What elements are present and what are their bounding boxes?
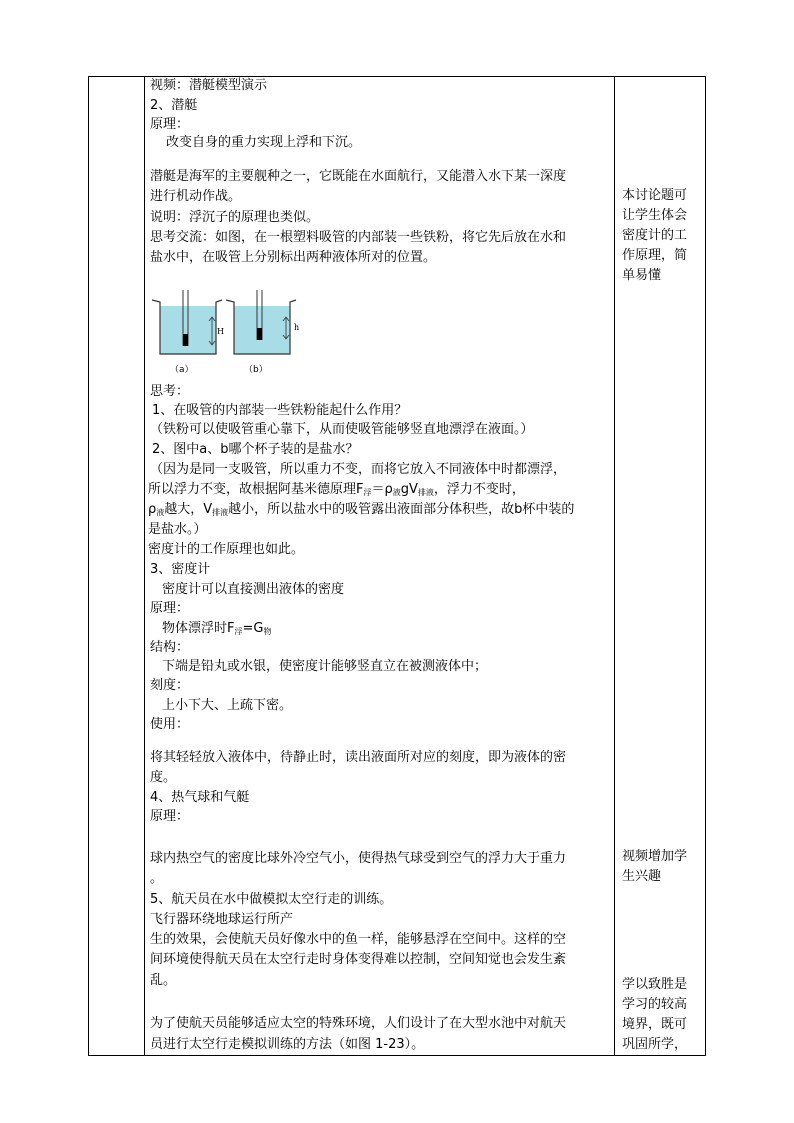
formula-text: gV bbox=[400, 482, 418, 497]
side-note-line: 生兴趣 bbox=[622, 869, 662, 884]
formula-text: 物体漂浮时F bbox=[162, 621, 235, 636]
text-line: 密度计的工作原理也如此。 bbox=[148, 542, 305, 557]
answer-2: （因为是同一支吸管，所以重力不变，而将它放入不同液体中时都漂浮， bbox=[150, 462, 567, 477]
subscript: 液 bbox=[156, 508, 165, 517]
side-note-line: 学习的较高 bbox=[622, 997, 688, 1012]
subscript: 排液 bbox=[417, 488, 434, 497]
section-heading: 2、潜艇 bbox=[150, 98, 198, 113]
text-line: 飞行器环绕地球运行所产 bbox=[150, 912, 294, 927]
caption-b: （b） bbox=[244, 365, 268, 375]
text-line: 生的效果，会使航天员好像水中的鱼一样，能够悬浮在空间中。这样的空 bbox=[150, 932, 567, 947]
side-note-3 bbox=[622, 975, 702, 1055]
formula-text: 越小，所以盐水中的吸管露出液面部分体积些，故b杯中装的 bbox=[228, 502, 575, 517]
side-note-line: 境界，既可 bbox=[622, 1017, 688, 1032]
text-line: 进行机动作战。 bbox=[150, 189, 242, 204]
side-note-line: 单易懂 bbox=[622, 268, 662, 283]
side-note-line: 密度计的工 bbox=[622, 228, 688, 243]
question-1: 1、在吸管的内部装一些铁粉能起什么作用？ bbox=[152, 403, 408, 418]
formula-text: 所以浮力不变，故根据阿基米德原理F bbox=[148, 482, 364, 497]
text-line: 。 bbox=[150, 871, 164, 886]
formula-line bbox=[148, 481, 525, 502]
side-note-line: 让学生体会 bbox=[622, 208, 688, 223]
subscript: 物 bbox=[263, 627, 272, 636]
beaker-figure bbox=[150, 290, 310, 380]
table-right-border bbox=[705, 76, 706, 1056]
text-line: 盐水中，在吸管上分别标出两种液体所对的位置。 bbox=[150, 250, 437, 265]
text-line: 视频：潜艇模型演示 bbox=[150, 78, 268, 93]
subscript: 液 bbox=[392, 488, 401, 497]
formula-text: ，浮力不变时， bbox=[433, 482, 525, 497]
text-line: 乱。 bbox=[150, 973, 177, 988]
text-line: 结构： bbox=[150, 640, 190, 655]
formula-line bbox=[148, 501, 574, 522]
formula-text: =G bbox=[242, 621, 264, 636]
text-line: 原理： bbox=[150, 809, 190, 824]
formula-text: 越大，V bbox=[164, 502, 213, 517]
text-line: 是盐水。） bbox=[148, 522, 207, 537]
height-label-h: h bbox=[294, 323, 300, 332]
section-heading: 3、密度计 bbox=[150, 562, 211, 577]
text-line: 原理： bbox=[150, 117, 190, 132]
height-label-H: H bbox=[217, 327, 224, 336]
text-line: 将其轻轻放入液体中，待静止时，读出液面所对应的刻度，即为液体的密 bbox=[150, 750, 567, 765]
text-line: 思考： bbox=[150, 384, 190, 399]
question-2: 2、图中a、b哪个杯子装的是盐水？ bbox=[152, 442, 359, 457]
answer-1: （铁粉可以使吸管重心靠下，从而使吸管能够竖直地漂浮在液面。） bbox=[150, 422, 534, 437]
text-line: 使用： bbox=[150, 717, 190, 732]
text-line: 度。 bbox=[150, 770, 177, 785]
beaker-b bbox=[226, 290, 296, 354]
text-line: 密度计可以直接测出液体的密度 bbox=[162, 582, 345, 597]
formula-line bbox=[162, 620, 271, 641]
side-note-line: 作原理，简 bbox=[622, 248, 688, 263]
text-line: 球内热空气的密度比球外冷空气小，使得热气球受到空气的浮力大于重力 bbox=[150, 851, 567, 866]
text-line: 潜艇是海军的主要舰种之一，它既能在水面航行，又能潜入水下某一深度 bbox=[150, 169, 567, 184]
table-left-border bbox=[88, 76, 89, 1056]
text-line: 为了使航天员能够适应太空的特殊环境，人们设计了在大型水池中对航天 bbox=[150, 1016, 567, 1031]
caption-a: （a） bbox=[170, 365, 194, 375]
side-note-line: 学以致胜是 bbox=[622, 977, 688, 992]
text-line: 原理： bbox=[150, 601, 190, 616]
section-heading: 4、热气球和气艇 bbox=[150, 790, 250, 805]
side-note-line: 巩固所学， bbox=[622, 1037, 688, 1052]
beaker-a bbox=[152, 290, 222, 354]
side-note-2 bbox=[622, 847, 702, 887]
text-line: 刻度： bbox=[150, 678, 190, 693]
formula-text: ＝ρ bbox=[371, 482, 393, 497]
text-line: 间环境使得航天员在太空行走时身体变得难以控制，空间知觉也会发生紊 bbox=[150, 952, 567, 967]
table-divider-2 bbox=[614, 76, 615, 1056]
subscript: 浮 bbox=[363, 488, 372, 497]
side-note-1 bbox=[622, 186, 702, 286]
text-line: 说明：浮沉子的原理也类似。 bbox=[150, 210, 320, 225]
side-note-line: 本讨论题可 bbox=[622, 188, 688, 203]
text-line: 下端是铅丸或水银，使密度计能够竖直立在被测液体中； bbox=[162, 659, 488, 674]
subscript: 排液 bbox=[212, 508, 229, 517]
text-line: 改变自身的重力实现上浮和下沉。 bbox=[166, 135, 362, 150]
table-divider-1 bbox=[144, 76, 145, 1056]
text-line: 上小下大、上疏下密。 bbox=[162, 698, 293, 713]
text-line: 思考交流：如图，在一根塑料吸管的内部装一些铁粉，将它先后放在水和 bbox=[150, 230, 567, 245]
section-heading: 5、航天员在水中做模拟太空行走的训练。 bbox=[150, 892, 393, 907]
text-line: 员进行太空行走模拟训练的方法（如图 1-23）。 bbox=[150, 1037, 425, 1052]
subscript: 浮 bbox=[234, 627, 243, 636]
formula-text: ρ bbox=[148, 502, 157, 517]
side-note-line: 视频增加学 bbox=[622, 849, 688, 864]
